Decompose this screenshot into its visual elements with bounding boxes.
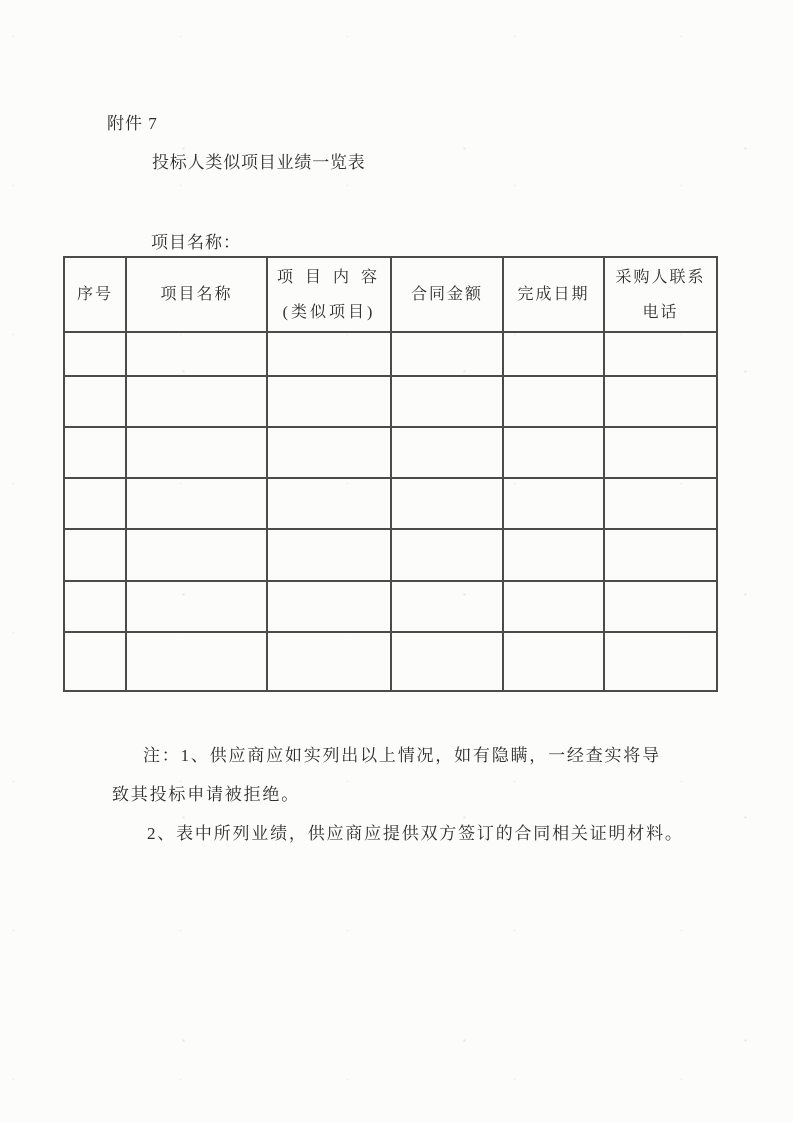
table-cell xyxy=(64,529,126,581)
column-header-purchaser-contact-line1: 采购人联系 xyxy=(615,268,706,286)
table-cell xyxy=(604,478,717,529)
column-header-completion-date-label: 完成日期 xyxy=(517,286,590,303)
table-row xyxy=(64,529,717,581)
note-line-1: 注：1、供应商应如实列出以上情况，如有隐瞒，一经查实将导 xyxy=(143,746,661,765)
table-cell xyxy=(126,478,267,529)
table-cell xyxy=(267,529,391,581)
document-title: 投标人类似项目业绩一览表 xyxy=(152,153,366,172)
table-cell xyxy=(604,529,717,581)
table-cell xyxy=(604,632,717,691)
column-header-project-content-line2: (类似项目) xyxy=(282,303,376,321)
table-cell xyxy=(391,478,503,529)
table-cell xyxy=(126,529,267,581)
column-header-contract-amount-label: 合同金额 xyxy=(410,286,483,303)
performance-table xyxy=(63,256,718,692)
table-cell xyxy=(391,376,503,427)
table-cell xyxy=(267,427,391,478)
table-cell xyxy=(391,332,503,376)
table-cell xyxy=(503,529,604,581)
column-header-seq xyxy=(64,257,126,332)
table-cell xyxy=(126,632,267,691)
table-cell xyxy=(503,376,604,427)
table-cell xyxy=(267,478,391,529)
note-line-3: 2、表中所列业绩，供应商应提供双方签订的合同相关证明材料。 xyxy=(147,824,684,843)
table-cell xyxy=(126,581,267,632)
table-cell xyxy=(604,376,717,427)
table-cell xyxy=(64,581,126,632)
table-row xyxy=(64,632,717,691)
column-header-project-content-line1: 项 目 内 容 xyxy=(276,268,381,286)
table-cell xyxy=(391,632,503,691)
attachment-label: 附件 7 xyxy=(107,114,158,133)
table-cell xyxy=(604,427,717,478)
table-cell xyxy=(604,332,717,376)
column-header-contract-amount xyxy=(391,257,503,332)
table-cell xyxy=(64,427,126,478)
column-header-project-name xyxy=(126,257,267,332)
table-cell xyxy=(503,581,604,632)
table-body xyxy=(64,332,717,691)
table-cell xyxy=(126,376,267,427)
table-cell xyxy=(64,332,126,376)
table-cell xyxy=(391,529,503,581)
table-cell xyxy=(267,332,391,376)
table-row xyxy=(64,478,717,529)
table-cell xyxy=(267,376,391,427)
table-cell xyxy=(64,632,126,691)
table-row xyxy=(64,581,717,632)
table-row xyxy=(64,427,717,478)
table-cell xyxy=(604,581,717,632)
table-cell xyxy=(267,632,391,691)
column-header-project-name-label: 项目名称 xyxy=(160,286,233,303)
table-cell xyxy=(64,376,126,427)
note-line-2: 致其投标申请被拒绝。 xyxy=(112,785,300,804)
column-header-purchaser-contact xyxy=(604,257,717,332)
table-cell xyxy=(267,581,391,632)
table-cell xyxy=(503,332,604,376)
table-row xyxy=(64,376,717,427)
table-header-row xyxy=(64,257,717,332)
column-header-completion-date xyxy=(503,257,604,332)
table-cell xyxy=(503,632,604,691)
table-row xyxy=(64,332,717,376)
column-header-purchaser-contact-line2: 电话 xyxy=(642,303,679,321)
table-cell xyxy=(503,478,604,529)
table-cell xyxy=(64,478,126,529)
table-cell xyxy=(503,427,604,478)
column-header-project-content xyxy=(267,257,391,332)
project-name-label: 项目名称： xyxy=(151,233,241,252)
table-cell xyxy=(126,332,267,376)
table-cell xyxy=(391,581,503,632)
table-cell xyxy=(126,427,267,478)
table-cell xyxy=(391,427,503,478)
column-header-seq-label: 序号 xyxy=(76,286,113,303)
